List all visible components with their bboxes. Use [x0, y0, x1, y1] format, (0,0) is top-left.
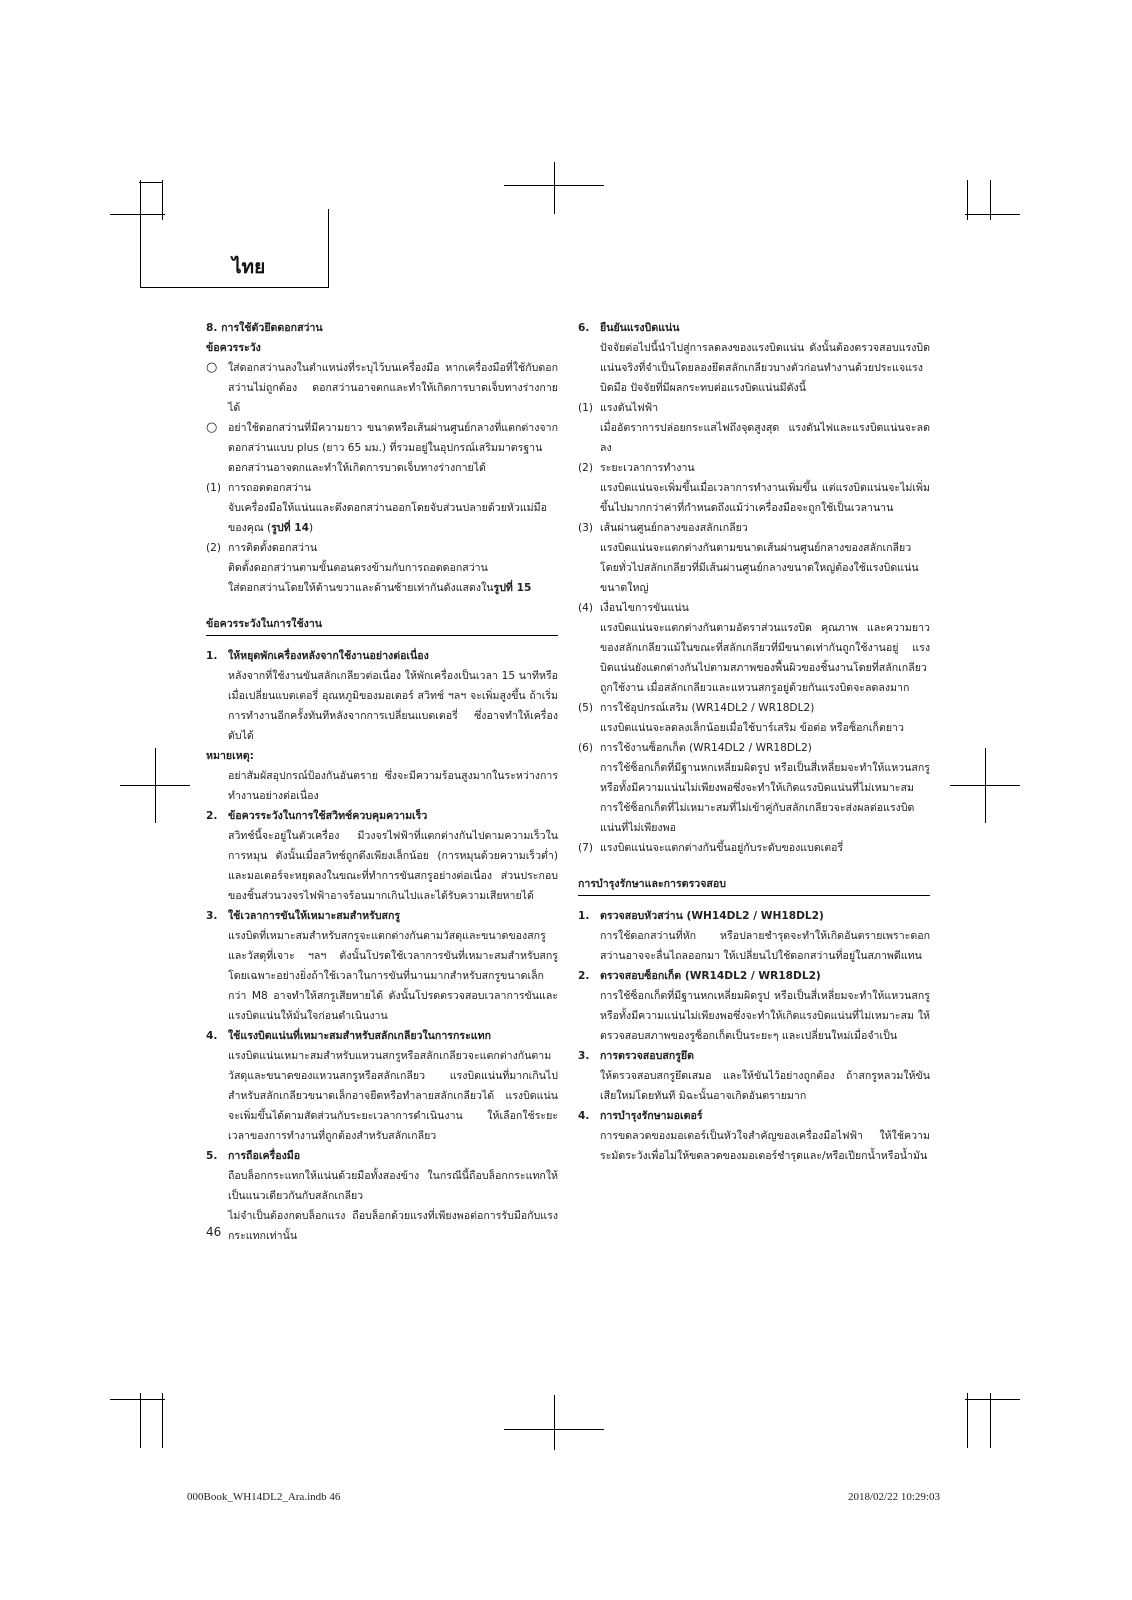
paragraph: ใส่ดอกสว่านโดยให้ด้านขวาและด้านซ้ายเท่ากันดังแสดงในรูปที่ 15 — [228, 582, 532, 594]
paragraph: ให้ตรวจสอบสกรูยึดเสมอ และให้ขันไว้อย่างถูกต้อง ถ้าสกรูหลวมให้ขันเสียใหม่โดยทันที มิฉะนั้นอาจเกิดอันตรายมาก — [600, 1070, 930, 1102]
caution-item: ○ อย่าใช้ดอกสว่านที่มีความยาว ขนาดหรือเส้นผ่านศูนย์กลางที่แตกต่างจากดอกสว่านแบบ plus (ยาว 65 มม.) ที่รวมอยู่ในอุปกรณ์เสริมมาตรฐาน — [206, 418, 558, 458]
paragraph: การใช้ซ็อกเก็ตที่มีฐานหกเหลี่ยมผิดรูป หรือเป็นสี่เหลี่ยมจะทำให้แหวนสกรูหรือทั้งมีความแน่นไม่เพียงพอซึ่งจะทำให้เกิดแรงบิดแน่นที่ไม่เหมาะสม — [600, 762, 930, 794]
right-column — [578, 318, 930, 1166]
numbered-heading: 5. การถือเครื่องมือ — [206, 1150, 301, 1162]
paragraph: สวิทช์นี้จะอยู่ในตัวเครื่อง มีวงจรไฟฟ้าที่แตกต่างกันไปตามความเร็วในการหมุน ดังนั้นเมื่อสวิทช์ถูกดึงเพียงเล็กน้อย (การหมุนด้วยความเร็วต่ำ) และมอเตอร์จะหยุดลงในขณะที่ทำการขันสกรูอย่างต่อเนื่อง ส่วนประกอบของชิ้นส่วนวงจรไฟฟ้าอาจร้อนมากเกินไปและได้รับความเสียหายได้ — [228, 830, 558, 902]
list-item: (1) การถอดดอกสว่าน — [206, 482, 311, 494]
crop-mark — [554, 1395, 555, 1450]
paragraph: อย่าสัมผัสอุปกรณ์ป้องกันอันตราย ซึ่งจะมีความร้อนสูงมากในระหว่างการทำงานอย่างต่อเนื่อง — [228, 770, 558, 802]
section-heading: การบำรุงรักษาและการตรวจสอบ — [578, 874, 930, 896]
paragraph: ไม่จำเป็นต้องกดบล็อกแรง ถือบล็อกด้วยแรงที่เพียงพอต่อการรับมือกับแรงกระแทกเท่านั้น — [228, 1210, 558, 1242]
circle-icon: ○ — [206, 420, 218, 435]
paragraph: ถือบล็อกกระแทกให้แน่นด้วยมือทั้งสองข้าง ในกรณีนี้ถือบล็อกกระแทกให้เป็นแนวเดียวกันกับสลักเกลียว — [228, 1170, 558, 1202]
list-item: (7) แรงบิดแน่นจะแตกต่างกันขึ้นอยู่กับระดับของแบตเตอรี่ — [578, 842, 844, 854]
page-number: 46 — [206, 1225, 222, 1239]
numbered-heading: 2. ข้อควรระวังในการใช้สวิทช์ควบคุมความเร็ว — [206, 810, 428, 822]
language-tab: ไทย — [232, 256, 266, 278]
paragraph: การขดลวดของมอเตอร์เป็นหัวใจสำคัญของเครื่องมือไฟฟ้า ให้ใช้ความระมัดระวังเพื่อไม่ให้ขดลวดของมอเตอร์ชำรุดและ/หรือเปียกน้ำหรือน้ำมัน — [600, 1130, 930, 1162]
caution-item: ○ ใส่ดอกสว่านลงในตำแหน่งที่ระบุไว้บนเครื่องมือ หากเครื่องมือที่ใช้กับดอกสว่านไม่ถูกต้อง ดอกสว่านอาจตกและทำให้เกิดการบาดเจ็บทางร่างกายได้ — [206, 358, 558, 418]
paragraph: การใช้ดอกสว่านที่หัก หรือปลายชำรุดจะทำให้เกิดอันตรายเพราะดอกสว่านอาจจะลื่นไถลออกมา ให้เปลี่ยนไปใช้ดอกสว่านที่อยู่ในสภาพดีแทน — [600, 930, 930, 962]
paragraph: แรงบิดแน่นจะเพิ่มขึ้นเมื่อเวลาการทำงานเพิ่มขึ้น แต่แรงบิดแน่นจะไม่เพิ่มขึ้นไปมากกว่าค่าที่กำหนดถึงแม้ว่าเครื่องมือจะถูกใช้เป็นเวลานาน — [600, 482, 930, 514]
crop-mark — [967, 1393, 968, 1448]
numbered-heading: 2. ตรวจสอบซ็อกเก็ต (WR14DL2 / WR18DL2) — [578, 970, 821, 982]
paragraph: แรงบิดแน่นจะแตกต่างกันตามอัตราส่วนแรงบิด คุณภาพ และความยาวของสลักเกลียวแม้ในขณะที่สลักเกลียวที่มีขนาดเท่ากันถูกใช้งานอยู่ แรงบิดแน่นยังแตกต่างกันไปตามสภาพของพื้นผิวของชิ้นงานโดยที่สลักเกลียวถูกใช้งาน เมื่อสลักเกลียวและแหวนสกรูอยู่ด้วยกันแรงบิดจะลดลงมาก — [600, 622, 930, 694]
section-heading: ข้อควรระวังในการใช้งาน — [206, 614, 558, 636]
crop-mark — [985, 748, 986, 823]
numbered-heading: 3. ใช้เวลาการขันให้เหมาะสมสำหรับสกรู — [206, 910, 401, 922]
footer-file: 000Book_WH14DL2_Ara.indb 46 — [187, 1491, 341, 1503]
paragraph: แรงบิดแน่นจะลดลงเล็กน้อยเมื่อใช้บาร์เสริม ข้อต่อ หรือซ็อกเก็ตยาว — [600, 722, 904, 734]
crop-mark — [162, 1393, 163, 1448]
paragraph: แรงบิดแน่นจะแตกต่างกันตามขนาดเส้นผ่านศูนย์กลางของสลักเกลียว โดยทั่วไปสลักเกลียวที่มีเส้นผ่านศูนย์กลางขนาดใหญ่ต้องใช้แรงบิดแน่นขนาดใหญ่ — [600, 542, 919, 594]
crop-mark — [110, 1399, 165, 1400]
paragraph: ดอกสว่านอาจตกและทำให้เกิดการบาดเจ็บทางร่างกายได้ — [228, 462, 486, 474]
paragraph: ติดตั้งดอกสว่านตามขั้นตอนตรงข้ามกับการถอดดอกสว่าน — [228, 562, 488, 574]
numbered-heading: 1. ให้หยุดพักเครื่องหลังจากใช้งานอย่างต่อเนื่อง — [206, 650, 429, 662]
paragraph: การใช้ซ็อกเก็ตที่ไม่เหมาะสมที่ไม่เข้าคู่กับสลักเกลียวจะส่งผลต่อแรงบิดแน่นที่ไม่เพียงพอ — [600, 802, 915, 834]
list-item: (6) การใช้งานซ็อกเก็ต (WR14DL2 / WR18DL2) — [578, 742, 812, 754]
paragraph: แรงบิดแน่นเหมาะสมสำหรับแหวนสกรูหรือสลักเกลียวจะแตกต่างกันตามวัสดุและขนาดของแหวนสกรูหรือสลักเกลียว แรงบิดแน่นที่มากเกินไปสำหรับสลักเกลียวขนาดเล็กอาจยืดหรือทำลายสลักเกลียวได้ แรงบิดแน่นจะเพิ่มขึ้นได้ตามสัดส่วนกับระยะเวลาการดำเนินงาน ให้เลือกใช้ระยะเวลาของการทำงานที่ถูกต้องสำหรับสลักเกลียว — [228, 1050, 558, 1142]
numbered-heading: 6. ยืนยันแรงบิดแน่น — [578, 322, 680, 334]
section-heading: 8. การใช้ตัวยึดดอกสว่าน — [206, 322, 323, 334]
caution-label: ข้อควรระวัง — [206, 342, 261, 354]
note-label: หมายเหตุ: — [206, 750, 254, 762]
crop-mark — [140, 1393, 141, 1448]
left-column — [206, 318, 558, 1246]
paragraph: จับเครื่องมือให้แน่นและดึงดอกสว่านออกโดยจับส่วนปลายด้วยหัวแม่มือของคุณ (รูปที่ 14) — [228, 502, 548, 534]
paragraph: เมื่ออัตราการปล่อยกระแสไฟถึงจุดสูงสุด แรงดันไฟและแรงบิดแน่นจะลดลง — [600, 422, 930, 454]
crop-mark — [155, 748, 156, 823]
crop-mark — [990, 180, 991, 220]
crop-mark — [139, 182, 163, 183]
paragraph: แรงบิดที่เหมาะสมสำหรับสกรูจะแตกต่างกันตามวัสดุและขนาดของสกรูและวัสดุที่เจาะ ฯลฯ ดังนั้นโปรดใช้เวลาการขันที่เหมาะสมสำหรับสกรู โดยเฉพาะอย่างยิ่งถ้าใช้เวลาในการขันที่นานมากสำหรับสกรูขนาดเล็กกว่า M8 อาจทำให้สกรูเสียหายได้ ดังนั้นโปรดตรวจสอบเวลาการขันและแรงบิดแน่นให้มั่นใจก่อนดำเนินงาน — [228, 930, 558, 1022]
crop-mark — [990, 1393, 991, 1448]
list-item: (2) การติดตั้งดอกสว่าน — [206, 542, 318, 554]
numbered-heading: 4. ใช้แรงบิดแน่นที่เหมาะสมสำหรับสลักเกลียวในการกระแทก — [206, 1030, 491, 1042]
numbered-heading: 3. การตรวจสอบสกรูยึด — [578, 1050, 694, 1062]
footer-timestamp: 2018/02/22 10:29:03 — [848, 1491, 940, 1503]
paragraph: การใช้ซ็อกเก็ตที่มีฐานหกเหลี่ยมผิดรูป หรือเป็นสี่เหลี่ยมจะทำให้แหวนสกรูหรือทั้งมีความแน่นไม่เพียงพอซึ่งจะทำให้เกิดแรงบิดแน่นที่ไม่เหมาะสม ให้ตรวจสอบสภาพของรูซ็อกเก็ตเป็นระยะๆ และเปลี่ยนใหม่เมื่อจำเป็น — [600, 990, 930, 1042]
circle-icon: ○ — [206, 360, 218, 375]
paragraph: ปัจจัยต่อไปนี้นำไปสู่การลดลงของแรงบิดแน่น ดังนั้นต้องตรวจสอบแรงบิดแน่นจริงที่จำเป็นโดยลองยึดสลักเกลียวบางตัวก่อนทำงานด้วยประแจแรงบิดมือ ปัจจัยที่มีผลกระทบต่อแรงบิดแน่นมีดังนี้ — [600, 342, 930, 394]
numbered-heading: 1. ตรวจสอบหัวสว่าน (WH14DL2 / WH18DL2) — [578, 910, 824, 922]
list-item: (1) แรงดันไฟฟ้า — [578, 402, 659, 414]
paragraph: หลังจากที่ใช้งานขันสลักเกลียวต่อเนื่อง ให้พักเครื่องเป็นเวลา 15 นาทีหรือเมื่อเปลี่ยนแบตเตอรี่ อุณหภูมิของมอเตอร์ สวิทช์ ฯลฯ จะเพิ่มสูงขึ้น ถ้าเริ่มการทำงานอีกครั้งทันทีหลังจากการเปลี่ยนแบตเตอรี่ ซึ่งอาจทำให้เครื่องดับได้ — [228, 670, 558, 742]
figure-ref: รูปที่ 15 — [493, 582, 532, 594]
crop-mark — [967, 180, 968, 220]
crop-mark — [965, 214, 1020, 215]
crop-mark — [554, 162, 555, 214]
list-item: (4) เงื่อนไขการขันแน่น — [578, 602, 689, 614]
crop-mark — [965, 1399, 1020, 1400]
list-item: (5) การใช้อุปกรณ์เสริม (WR14DL2 / WR18DL2) — [578, 702, 815, 714]
figure-ref: รูปที่ 14 — [271, 522, 310, 534]
list-item: (3) เส้นผ่านศูนย์กลางของสลักเกลียว — [578, 522, 748, 534]
list-item: (2) ระยะเวลาการทำงาน — [578, 462, 695, 474]
numbered-heading: 4. การบำรุงรักษามอเตอร์ — [578, 1110, 703, 1122]
